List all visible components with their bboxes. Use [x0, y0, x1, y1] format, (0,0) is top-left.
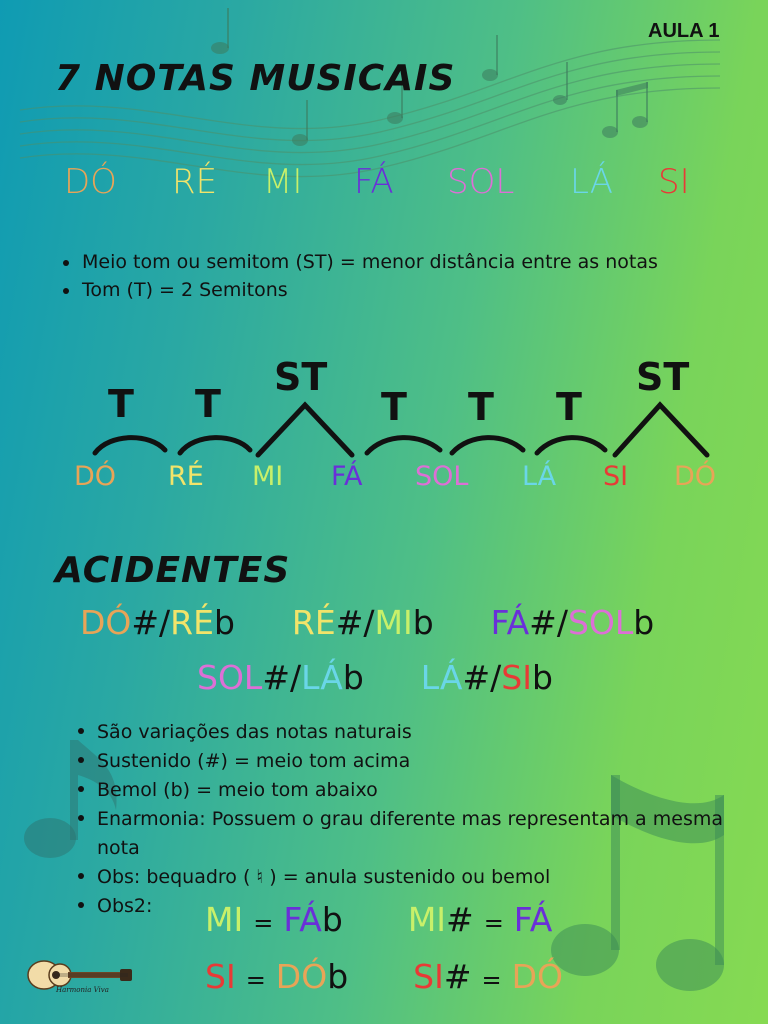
- eq-si: SI: [205, 957, 236, 996]
- note-sol: SOL: [447, 162, 515, 202]
- acc-slash: /: [159, 603, 171, 642]
- acc-sharp: #: [529, 603, 557, 642]
- acc-slash: /: [556, 603, 568, 642]
- eq-fa: FÁ: [283, 900, 322, 939]
- eq-mi: MI: [407, 900, 447, 939]
- eq-sharp: #: [443, 957, 472, 996]
- acc-re: RÉ: [170, 603, 214, 642]
- acc-la: LÁ: [420, 658, 463, 697]
- acc-flat: b: [412, 603, 434, 642]
- eq-sign: =: [245, 966, 266, 994]
- acc-flat: b: [531, 658, 553, 697]
- note-mi: MI: [263, 162, 303, 202]
- eq-sharp: #: [446, 900, 474, 939]
- note-la: LÁ: [570, 162, 613, 202]
- page-title: 7 NOTAS MUSICAIS: [55, 58, 456, 99]
- arc-re-mi: [180, 438, 250, 453]
- interval-6: T: [556, 385, 582, 429]
- definition-tone: Tom (T) = 2 Semitons: [60, 278, 760, 302]
- acc-sol: SOL: [197, 658, 263, 697]
- accidentals-title: ACIDENTES: [55, 550, 291, 591]
- eq-sign: =: [483, 909, 504, 937]
- accidentals-row-1: [80, 603, 654, 642]
- eq-do: DÓ: [275, 957, 328, 996]
- accidentals-bullet-6: Obs2:: [75, 892, 745, 921]
- acc-re: RÉ: [291, 603, 336, 642]
- scale-note-sol: SOL: [415, 461, 469, 492]
- eq-fa: FÁ: [513, 900, 553, 939]
- acc-flat: b: [213, 603, 235, 642]
- eq-sign: =: [481, 966, 502, 994]
- accidentals-bullet-5: Obs: bequadro ( ♮ ) = anula sustenido ou bemol: [75, 863, 745, 892]
- acc-la: LÁ: [301, 658, 343, 697]
- lesson-label: AULA 1: [648, 20, 720, 42]
- scale-note-fa: FÁ: [331, 461, 363, 492]
- acc-slash: /: [289, 658, 302, 697]
- note-fa: FÁ: [354, 162, 394, 202]
- accidentals-bullet-1: São variações das notas naturais: [75, 718, 745, 747]
- scale-note-si: SI: [603, 461, 629, 492]
- accidentals-list: [75, 718, 745, 921]
- definitions-list: [60, 250, 760, 302]
- arc-la-si: [537, 438, 605, 453]
- interval-5: T: [468, 385, 494, 429]
- enharmonic-row-1: [205, 900, 552, 939]
- logo-text: Harmonia Viva: [56, 986, 109, 994]
- eq-flat: b: [327, 957, 349, 996]
- acc-do: DÓ: [80, 603, 132, 642]
- interval-1: T: [108, 382, 134, 426]
- acc-flat: b: [342, 658, 364, 697]
- interval-7: ST: [636, 355, 690, 399]
- acc-flat: b: [633, 603, 655, 642]
- accidentals-row-2: [197, 658, 553, 697]
- acc-fa: FÁ: [490, 603, 530, 642]
- arc-fa-sol: [367, 438, 440, 453]
- interval-4: T: [381, 385, 407, 429]
- wedge-mi-fa: [258, 405, 352, 455]
- arc-sol-la: [452, 438, 523, 453]
- acc-si: SI: [501, 658, 532, 697]
- eq-flat: b: [321, 900, 343, 939]
- accidentals-bullet-2: Sustenido (#) = meio tom acima: [75, 747, 745, 776]
- arc-do-re: [95, 438, 165, 453]
- accidentals-bullet-3: Bemol (b) = meio tom abaixo: [75, 776, 745, 805]
- note-do: DÓ: [64, 162, 117, 202]
- eq-mi: MI: [205, 900, 244, 939]
- wedge-si-do: [615, 405, 707, 455]
- acc-sharp: #: [131, 603, 160, 642]
- interval-3: ST: [274, 355, 328, 399]
- enharmonic-row-2: [205, 957, 563, 996]
- acc-sharp: #: [335, 603, 364, 642]
- acc-slash: /: [363, 603, 375, 642]
- eq-si: SI: [413, 957, 444, 996]
- scale-note-mi: MI: [252, 461, 284, 492]
- accidentals-bullet-4: Enarmonia: Possuem o grau diferente mas representam a mesma nota: [75, 805, 745, 863]
- acc-mi: MI: [374, 603, 413, 642]
- acc-sol: SOL: [567, 603, 634, 642]
- eq-do: DÓ: [511, 957, 563, 996]
- scale-note-do-octave: DÓ: [674, 461, 717, 492]
- acc-sharp: #: [462, 658, 491, 697]
- note-si: SI: [658, 162, 690, 202]
- eq-sign: =: [253, 909, 274, 937]
- interval-2: T: [195, 382, 221, 426]
- definition-semitone: Meio tom ou semitom (ST) = menor distância entre as notas: [60, 250, 760, 274]
- acc-slash: /: [490, 658, 502, 697]
- scale-note-do: DÓ: [74, 461, 117, 492]
- acc-sharp: #: [262, 658, 290, 697]
- scale-note-re: RÉ: [168, 461, 204, 492]
- scale-note-la: LÁ: [522, 461, 557, 492]
- note-re: RÉ: [172, 162, 218, 202]
